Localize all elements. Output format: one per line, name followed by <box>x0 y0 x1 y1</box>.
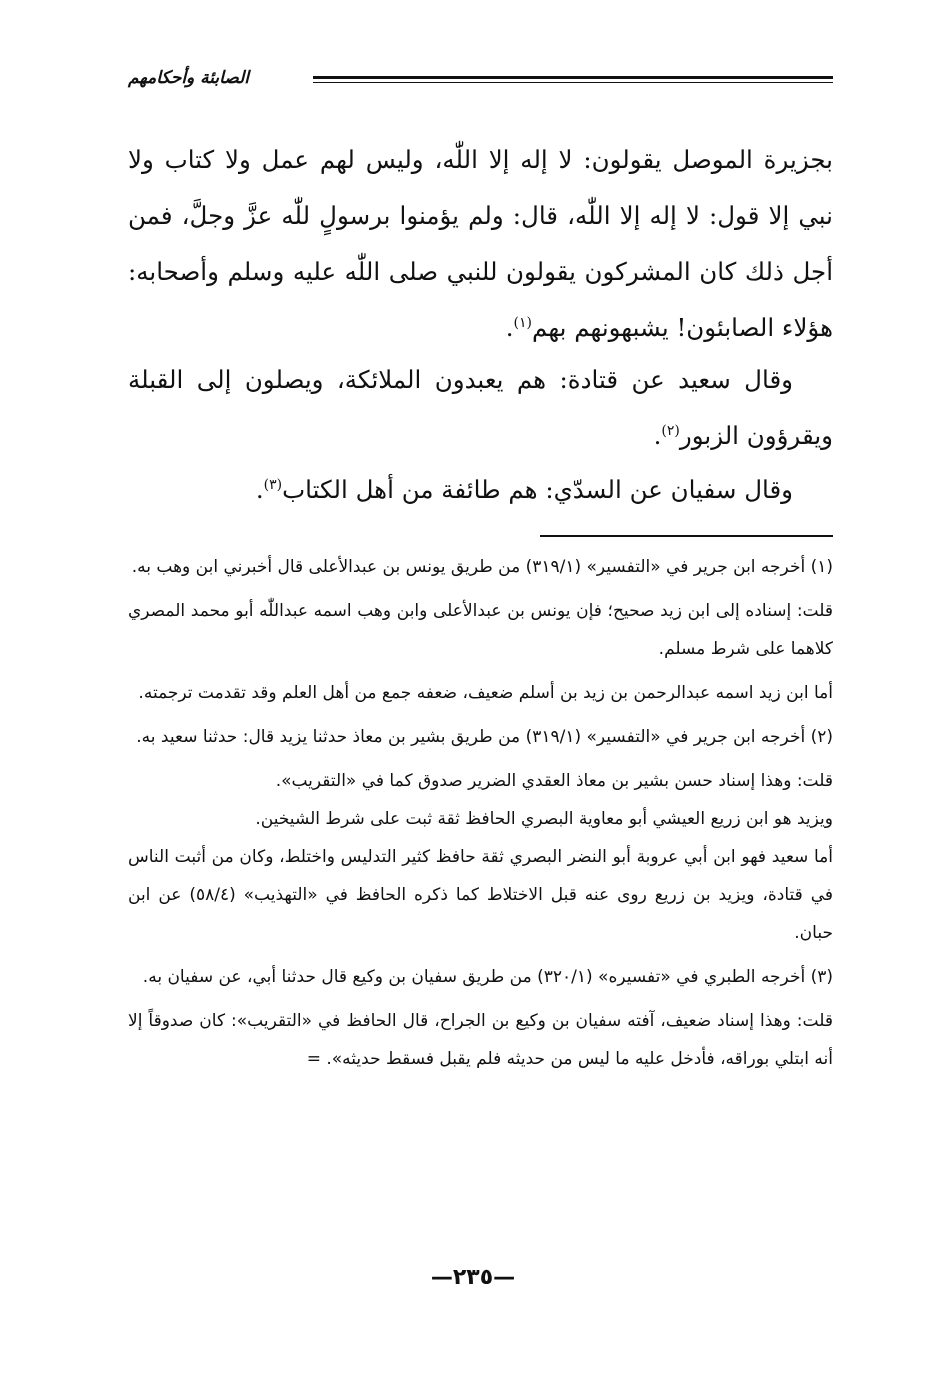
main-text <box>128 132 833 356</box>
main-text-3 <box>128 462 833 518</box>
paragraph-1-end: . <box>505 313 514 342</box>
paragraph-3-end: . <box>255 475 264 504</box>
footnote-2-comment-2: ويزيد هو ابن زريع العيشي أبو معاوية البصري الحافظ ثقة ثبت على شرط الشيخين. <box>255 809 833 829</box>
footnotes <box>128 548 833 1084</box>
footnote-1-comment-2: أما ابن زيد اسمه عبدالرحمن بن زيد بن أسلم ضعيف، ضعفه جمع من أهل العلم وقد تقدمت ترجمته. <box>138 683 833 703</box>
footnote-2-comment-1: قلت: وهذا إسناد حسن بشير بن معاذ العقدي الضرير صدوق كما في «التقريب». <box>275 771 833 791</box>
footnote-separator <box>540 535 833 537</box>
paragraph-3-text: وقال سفيان عن السدّي: هم طائفة من أهل الكتاب <box>282 475 793 504</box>
running-header <box>128 66 833 90</box>
header-title: الصابئة وأحكامهم <box>128 68 249 88</box>
footnote-3-comment-1: قلت: وهذا إسناد ضعيف، آفته سفيان بن وكيع بن الجراح، قال الحافظ في «التقريب»: كان صدوقاً إلا أنه ابتلي بوراقه، فأدخل عليه ما ليس من حديثه فلم يقبل فسقط حديثه». = <box>128 1011 833 1069</box>
paragraph-2 <box>128 352 833 464</box>
footnote-ref-2[interactable]: (٢) <box>661 422 680 439</box>
paragraph-1-text: بجزيرة الموصل يقولون: لا إله إلا اللّٰه، وليس لهم عمل ولا كتاب ولا نبي إلا قول: لا إله إلا اللّٰه، قال: ولم يؤمنوا برسولٍ للّٰه عزَّ وجلَّ، فمن أجل ذلك كان المشركون يقولون للنبي صلى اللّٰه عليه وسلم وأصحابه: هؤلاء الصابئون! يشبهونهم بهم <box>128 145 833 342</box>
main-text-2 <box>128 352 833 464</box>
paragraph-3 <box>128 462 833 518</box>
footnote-2: (٢) أخرجه ابن جرير في «التفسير» (٣١٩/١) من طريق بشير بن معاذ حدثنا يزيد قال: حدثنا سعيد به. <box>136 727 833 747</box>
footnote-3: (٣) أخرجه الطبري في «تفسيره» (٣٢٠/١) من طريق سفيان بن وكيع قال حدثنا أبي، عن سفيان به. <box>142 967 833 987</box>
paragraph-1 <box>128 132 833 356</box>
footnote-ref-1[interactable]: (١) <box>513 314 533 331</box>
header-rule-thin <box>313 82 833 83</box>
footnote-ref-3[interactable]: (٣) <box>263 476 283 493</box>
page-number: —٢٣٥— <box>430 1265 516 1290</box>
footnote-1: (١) أخرجه ابن جرير في «التفسير» (٣١٩/١) من طريق يونس بن عبدالأعلى قال أخبرني ابن وهب به. <box>131 557 833 577</box>
paragraph-2-end: . <box>653 421 662 450</box>
paragraph-2-text: وقال سعيد عن قتادة: هم يعبدون الملائكة، ويصلون إلى القبلة ويقرؤون الزبور <box>128 365 833 450</box>
footnote-2-comment-3: أما سعيد فهو ابن أبي عروبة أبو النضر البصري ثقة حافظ كثير التدليس واختلط، وكان من أثبت الناس في قتادة، ويزيد بن زريع روى عنه قبل الاختلاط كما ذكره الحافظ في «التهذيب» (٥٨/٤) عن ابن حبان. <box>128 847 833 943</box>
footnote-1-comment-1: قلت: إسناده إلى ابن زيد صحيح؛ فإن يونس بن عبدالأعلى وابن وهب اسمه عبداللّٰه أبو محمد المصري كلاهما على شرط مسلم. <box>128 601 833 659</box>
header-rule-thick <box>313 76 833 79</box>
